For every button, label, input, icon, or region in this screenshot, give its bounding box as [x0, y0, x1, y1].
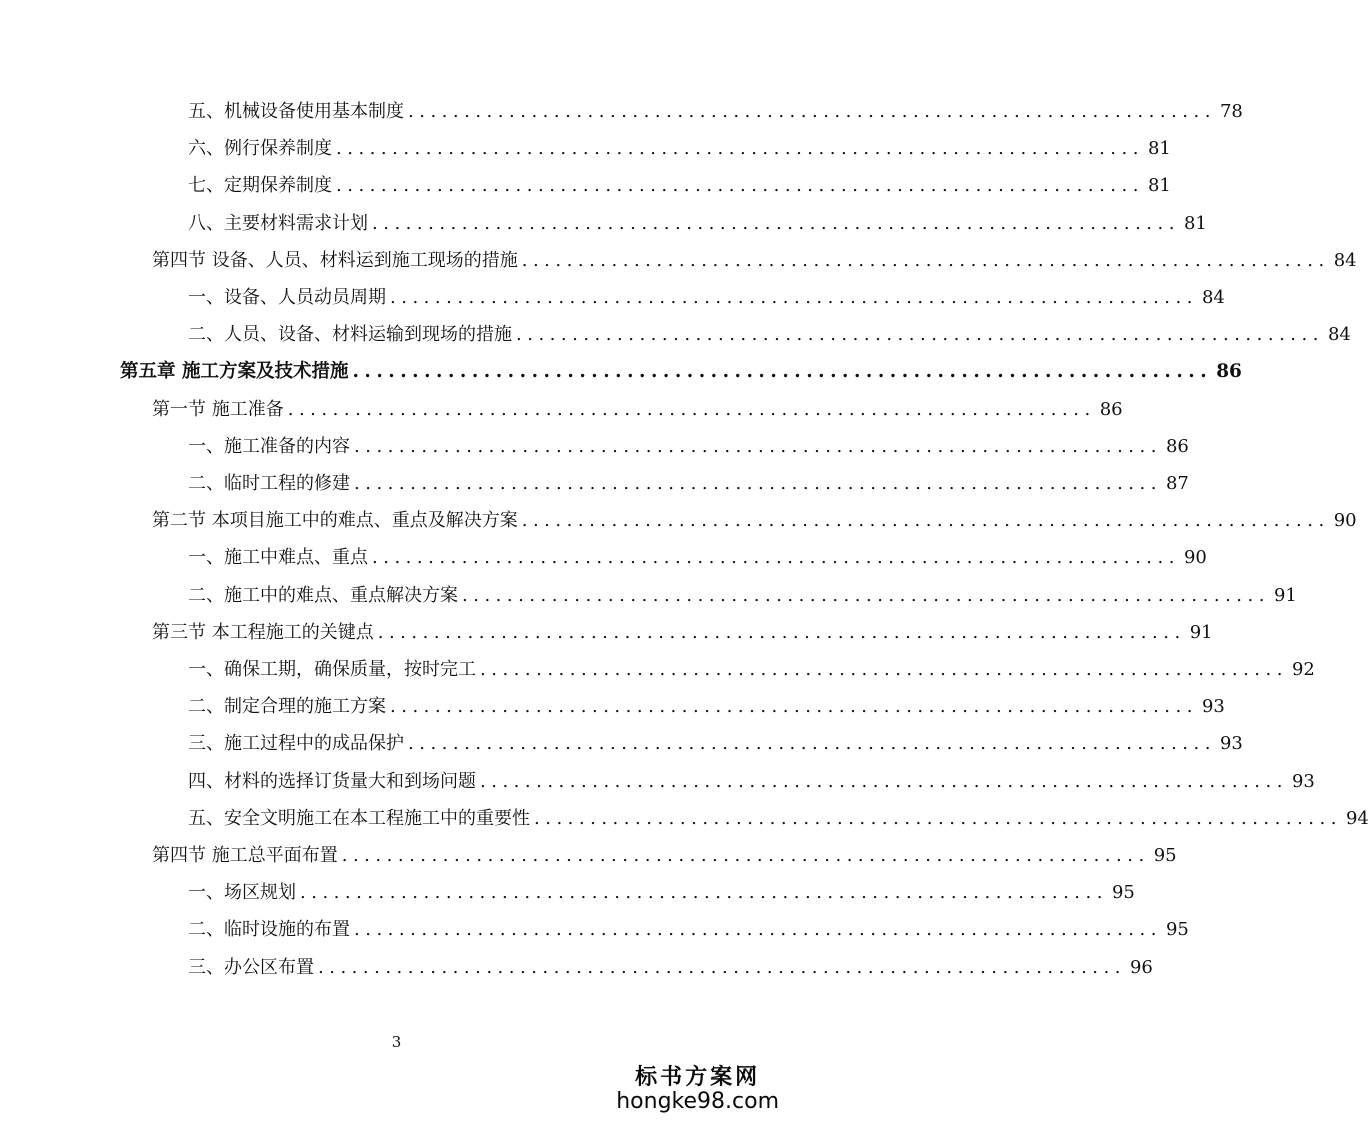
toc-entry-title: 第四节 设备、人员、材料运到施工现场的措施 — [152, 249, 518, 271]
toc-entry-page: 84 — [1327, 324, 1351, 346]
toc-entry — [188, 472, 1189, 496]
toc-entry-title: 二、临时工程的修建 — [188, 473, 350, 494]
watermark-logo — [616, 1060, 779, 1114]
toc-dot-leader: ........................................................................ — [516, 324, 1324, 346]
toc-dot-leader: ........................................................................ — [372, 547, 1180, 569]
toc-entry-title: 六、例行保养制度 — [188, 138, 332, 160]
toc-entry — [152, 398, 1123, 422]
toc-entry — [152, 509, 1357, 533]
toc-entry-page: 94 — [1345, 807, 1369, 829]
toc-dot-leader: ........................................................................ — [377, 621, 1186, 643]
watermark-url: hongke98.com — [616, 1089, 779, 1114]
toc-entry-page: 96 — [1129, 956, 1153, 978]
toc-entry — [188, 137, 1171, 161]
toc-entry — [188, 174, 1171, 198]
toc-entry-page: 84 — [1201, 287, 1225, 308]
toc-dot-leader: ........................................................................ — [462, 584, 1270, 606]
toc-entry — [188, 918, 1189, 942]
toc-dot-leader: ........................................................................ — [300, 882, 1108, 904]
toc-dot-leader: ........................................................................ — [318, 956, 1126, 978]
toc-entry — [188, 695, 1225, 719]
toc-entry-page: 93 — [1219, 733, 1243, 755]
toc-dot-leader: ........................................................................ — [521, 249, 1330, 271]
toc-entry-page: 91 — [1273, 584, 1297, 606]
toc-entry-page: 95 — [1165, 919, 1189, 941]
toc-dot-leader: ........................................................................ — [352, 361, 1213, 383]
toc-entry-title: 二、临时设施的布置 — [188, 919, 350, 941]
toc-entry-title: 第四节 施工总平面布置 — [152, 845, 338, 866]
toc-dot-leader: ........................................................................ — [534, 807, 1342, 829]
toc-dot-leader: ........................................................................ — [354, 435, 1162, 457]
toc-entry-title: 八、主要材料需求计划 — [188, 212, 368, 234]
toc-entry — [188, 770, 1315, 794]
toc-entry-page: 86 — [1099, 398, 1123, 420]
toc-entry-page: 95 — [1111, 882, 1135, 904]
toc-dot-leader: ........................................................................ — [480, 659, 1288, 680]
toc-dot-leader: ........................................................................ — [354, 919, 1162, 941]
toc-entry-title: 五、安全文明施工在本工程施工中的重要性 — [188, 807, 530, 829]
toc-entry — [188, 732, 1243, 756]
toc-entry-title: 二、人员、设备、材料运输到现场的措施 — [188, 324, 512, 346]
toc-entry-page: 95 — [1153, 845, 1177, 866]
toc-entry — [188, 881, 1135, 905]
toc-dot-leader: ........................................................................ — [336, 138, 1144, 160]
toc-entry — [188, 323, 1351, 347]
toc-entry-title: 第一节 施工准备 — [152, 398, 284, 420]
toc-entry-title: 五、机械设备使用基本制度 — [188, 101, 404, 122]
toc-entry-page: 86 — [1165, 435, 1189, 457]
toc-dot-leader: ........................................................................ — [521, 510, 1330, 532]
toc-entry-page: 86 — [1216, 361, 1242, 383]
watermark-title: 标书方案网 — [635, 1064, 761, 1090]
toc-entry-page: 84 — [1333, 249, 1357, 271]
toc-entry — [152, 621, 1213, 645]
toc-entry-page: 93 — [1201, 696, 1225, 718]
toc-entry — [188, 584, 1297, 608]
toc-dot-leader: ........................................................................ — [390, 287, 1198, 308]
toc-entry-title: 第二节 本项目施工中的难点、重点及解决方案 — [152, 510, 518, 532]
toc-entry — [188, 546, 1207, 570]
toc-entry — [188, 100, 1243, 124]
toc-entry-title: 一、确保工期，确保质量，按时完工 — [188, 659, 476, 680]
toc-entry — [152, 249, 1357, 273]
toc-dot-leader: ........................................................................ — [408, 101, 1216, 122]
toc-entry — [188, 658, 1315, 682]
toc-entry-page: 81 — [1147, 138, 1171, 160]
toc-entry-title: 一、施工准备的内容 — [188, 435, 350, 457]
toc-dot-leader: ........................................................................ — [480, 770, 1288, 792]
toc-entry — [188, 212, 1207, 236]
toc-entry-title: 三、施工过程中的成品保护 — [188, 733, 404, 755]
toc-entry-page: 92 — [1291, 659, 1315, 680]
toc-dot-leader: ........................................................................ — [336, 175, 1144, 197]
toc-entry-title: 第三节 本工程施工的关键点 — [152, 621, 374, 643]
toc-entry-page: 91 — [1189, 621, 1213, 643]
toc-entry-page: 81 — [1183, 212, 1207, 234]
toc-entry — [188, 956, 1153, 980]
toc-entry — [152, 844, 1177, 868]
toc-entry-title: 七、定期保养制度 — [188, 175, 332, 197]
toc-entry — [188, 807, 1369, 831]
toc-entry-title: 一、施工中难点、重点 — [188, 547, 368, 569]
toc-entry — [188, 435, 1189, 459]
page-number: 3 — [391, 1033, 402, 1051]
toc-entry — [120, 360, 1242, 384]
toc-entry-title: 一、设备、人员动员周期 — [188, 287, 386, 308]
toc-dot-leader: ........................................................................ — [354, 473, 1162, 494]
toc-entry-title: 二、施工中的难点、重点解决方案 — [188, 584, 458, 606]
toc-dot-leader: ........................................................................ — [372, 212, 1180, 234]
toc-entry-page: 81 — [1147, 175, 1171, 197]
toc-entry-title: 四、材料的选择订货量大和到场问题 — [188, 770, 476, 792]
toc-dot-leader: ........................................................................ — [287, 398, 1096, 420]
toc-dot-leader: ........................................................................ — [390, 696, 1198, 718]
toc-dot-leader: ........................................................................ — [341, 845, 1150, 866]
toc-entry-title: 二、制定合理的施工方案 — [188, 696, 386, 718]
toc-entry-page: 90 — [1183, 547, 1207, 569]
toc-entry — [188, 286, 1225, 310]
toc-entry-title: 三、办公区布置 — [188, 956, 314, 978]
toc-entry-title: 一、场区规划 — [188, 882, 296, 904]
toc-entry-page: 90 — [1333, 510, 1357, 532]
toc-entry-title: 第五章 施工方案及技术措施 — [120, 361, 349, 383]
toc-entry-page: 87 — [1165, 473, 1189, 494]
toc-entry-page: 93 — [1291, 770, 1315, 792]
toc-dot-leader: ........................................................................ — [408, 733, 1216, 755]
toc-entry-page: 78 — [1219, 101, 1243, 122]
